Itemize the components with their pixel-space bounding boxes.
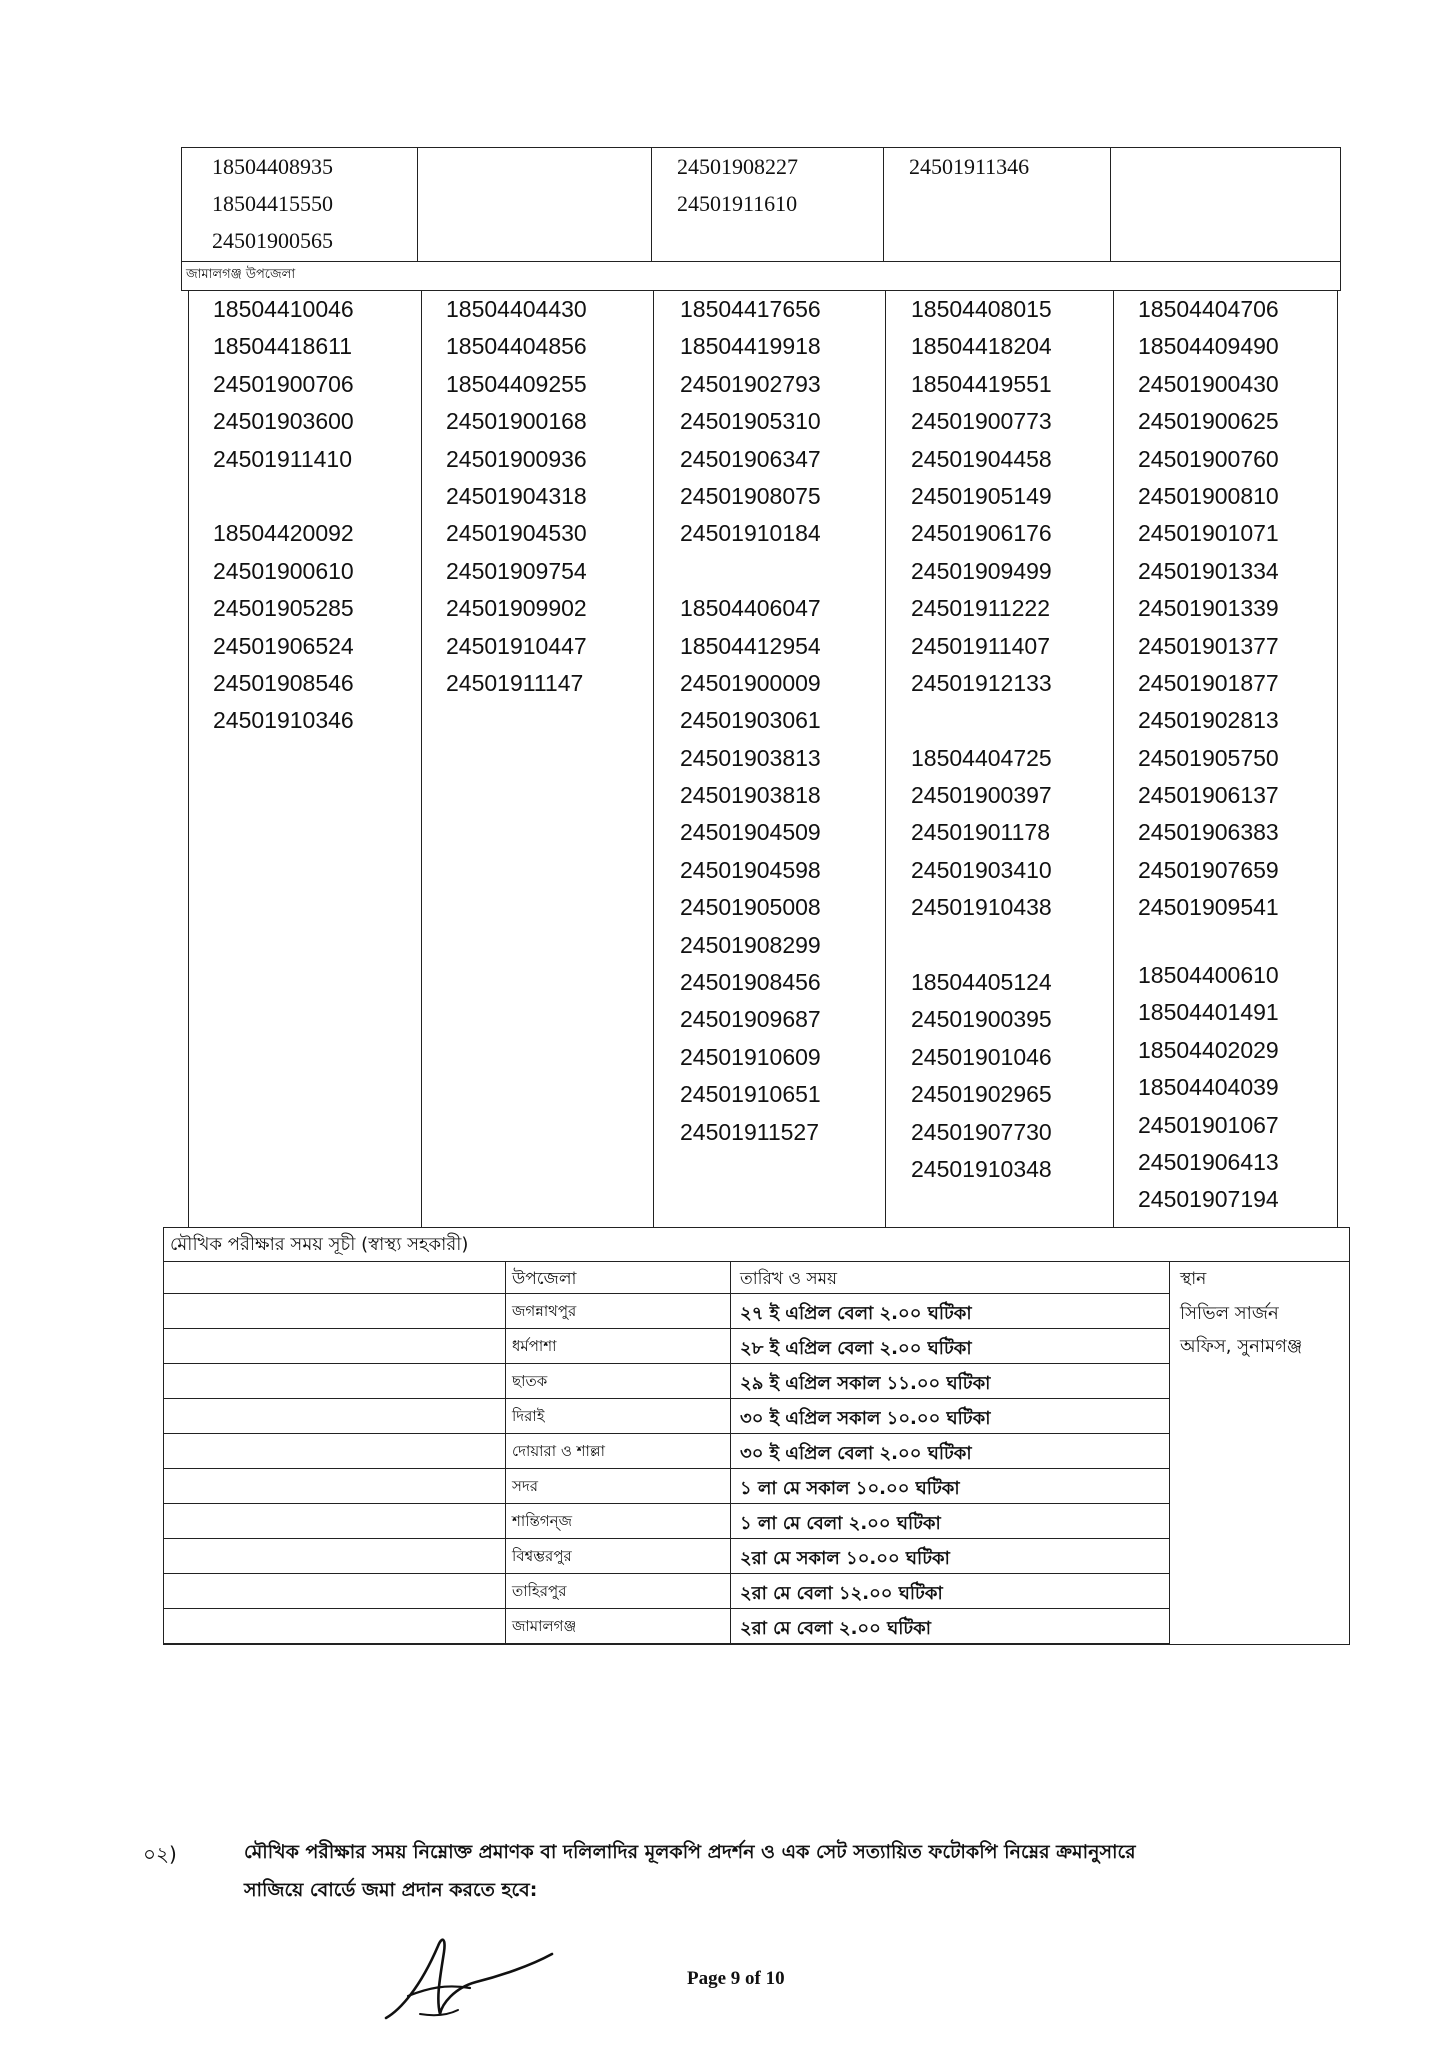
schedule-upazila: ধর্মপাশা	[512, 1337, 557, 1355]
schedule-row-divider	[163, 1608, 1169, 1609]
note-number: ০২)	[143, 1842, 177, 1866]
registration-number: 18504409255	[446, 370, 587, 397]
blank-line	[213, 478, 354, 515]
schedule-row-divider	[163, 1573, 1169, 1574]
registration-number: 24501911222	[911, 595, 1050, 622]
registration-number: 24501900610	[213, 557, 354, 584]
registration-number: 24501906383	[1138, 819, 1279, 846]
registration-number: 18504419551	[911, 370, 1052, 397]
jamalganj-col-4	[911, 291, 1052, 1188]
schedule-row-divider	[163, 1468, 1169, 1469]
jamalganj-col-5	[1138, 291, 1279, 927]
jamalganj-col-5b	[1138, 957, 1279, 1219]
registration-number: 18504400610	[1138, 962, 1279, 988]
registration-number: 18504417656	[680, 296, 821, 322]
schedule-upazila: বিশ্বম্ভরপুর	[512, 1547, 572, 1565]
registration-number: 24501910346	[213, 707, 354, 734]
registration-number: 18504419918	[680, 333, 821, 360]
jamalganj-heading-row	[181, 261, 1341, 291]
registration-number: 24501906347	[680, 445, 821, 472]
registration-number: 24501910447	[446, 632, 587, 659]
registration-number: 18504406047	[680, 595, 821, 622]
schedule-upazila: ছাতক	[512, 1372, 548, 1390]
registration-number: 24501900430	[1138, 370, 1279, 397]
registration-number: 18504404039	[1138, 1074, 1279, 1101]
registration-number: 24501902965	[911, 1081, 1052, 1108]
schedule-row-divider	[163, 1643, 1169, 1644]
schedule-datetime: ২রা মে সকাল ১০.০০ ঘটিকা	[740, 1548, 950, 1569]
registration-number: 24501901877	[1138, 669, 1279, 696]
schedule-datetime: ১ লা মে সকাল ১০.০০ ঘটিকা	[740, 1478, 960, 1499]
registration-number: 18504401491	[1138, 999, 1279, 1026]
registration-number: 18504418204	[911, 333, 1052, 360]
note-line-1: মৌখিক পরীক্ষার সময় নিম্নোক্ত প্রমাণক বা দলিলাদির মূলকপি প্রদর্শন ও এক সেট সত্যায়িত ফটোকপি নিম্নের ক্রমানুসারে	[244, 1841, 1136, 1863]
registration-number: 18504404856	[446, 333, 587, 360]
schedule-header-datetime: তারিখ ও সময়	[740, 1269, 838, 1289]
registration-number: 24501911346	[909, 154, 1030, 179]
schedule-datetime: ২রা মে বেলা ১২.০০ ঘটিকা	[740, 1583, 943, 1604]
registration-number: 24501909902	[446, 595, 587, 622]
registration-number: 24501900009	[680, 669, 821, 696]
signature	[380, 1918, 560, 2028]
jamalganj-col-3	[680, 291, 821, 1151]
blank-line	[911, 927, 1052, 964]
registration-number: 24501905750	[1138, 744, 1279, 771]
registration-number: 24501901339	[1138, 595, 1279, 622]
registration-number: 18504418611	[213, 333, 352, 360]
schedule-row-divider	[163, 1433, 1169, 1434]
registration-number: 24501901067	[1138, 1111, 1279, 1138]
schedule-row-divider	[163, 1398, 1169, 1399]
registration-number: 18504402029	[1138, 1036, 1279, 1063]
registration-number: 24501902793	[680, 370, 821, 397]
registration-number: 24501907194	[1138, 1186, 1279, 1213]
blank-line	[911, 702, 1052, 739]
registration-number: 18504404430	[446, 296, 587, 322]
jamalganj-col-1	[213, 291, 354, 740]
schedule-datetime: ৩০ ই এপ্রিল সকাল ১০.০০ ঘটিকা	[740, 1408, 991, 1429]
registration-number: 24501907659	[1138, 856, 1279, 883]
jamalganj-col-2	[446, 291, 587, 702]
note-line-2: সাজিয়ে বোর্ডে জমা প্রদান করতে হবে:	[244, 1879, 538, 1901]
registration-number: 24501900168	[446, 408, 587, 435]
registration-number: 24501900810	[1138, 482, 1279, 509]
registration-number: 24501902813	[1138, 707, 1279, 734]
registration-number: 24501905149	[911, 482, 1052, 509]
registration-number: 24501905310	[680, 408, 821, 435]
top-col-4	[909, 148, 1029, 185]
registration-number: 24501903061	[680, 707, 821, 734]
registration-number: 24501911410	[213, 445, 352, 472]
registration-number: 24501905008	[680, 894, 821, 921]
schedule-row-divider	[163, 1503, 1169, 1504]
registration-number: 24501909754	[446, 557, 587, 584]
schedule-upazila: দিরাই	[512, 1407, 545, 1425]
registration-number: 24501901071	[1138, 520, 1279, 547]
registration-number: 18504410046	[213, 296, 354, 322]
registration-number: 24501909687	[680, 1006, 821, 1033]
schedule-datetime: ২৮ ই এপ্রিল বেলা ২.০০ ঘটিকা	[740, 1338, 972, 1359]
registration-number: 18504412954	[680, 632, 821, 659]
top-col-1	[212, 148, 333, 259]
registration-number: 24501911407	[911, 632, 1050, 659]
schedule-row-divider	[163, 1328, 1169, 1329]
registration-number: 24501900395	[911, 1006, 1052, 1033]
registration-number: 24501901334	[1138, 557, 1279, 584]
registration-number: 24501910348	[911, 1155, 1052, 1182]
schedule-datetime: ৩০ ই এপ্রিল বেলা ২.০০ ঘটিকা	[740, 1443, 972, 1464]
schedule-datetime: ২৯ ই এপ্রিল সকাল ১১.০০ ঘটিকা	[740, 1373, 991, 1394]
schedule-upazila: জগন্নাথপুর	[512, 1302, 577, 1320]
schedule-place-line-2: অফিস, সুনামগঞ্জ	[1180, 1336, 1303, 1357]
schedule-title: মৌখিক পরীক্ষার সময় সূচী (স্বাস্থ্য সহকারী)	[170, 1234, 469, 1255]
registration-number: 24501909499	[911, 557, 1052, 584]
registration-number: 24501911147	[446, 669, 584, 696]
registration-number: 18504404706	[1138, 296, 1279, 322]
registration-number: 24501912133	[911, 669, 1052, 696]
schedule-place-line-1: সিভিল সার্জন	[1180, 1303, 1279, 1324]
registration-number: 24501904598	[680, 856, 821, 883]
page-number: Page 9 of 10	[687, 1968, 785, 1989]
registration-number: 24501901178	[911, 819, 1050, 846]
registration-number: 18504408015	[911, 296, 1052, 322]
schedule-upazila: জামালগঞ্জ	[512, 1617, 577, 1635]
registration-number: 24501908299	[680, 931, 821, 958]
registration-number: 24501910609	[680, 1043, 821, 1070]
registration-number: 24501900936	[446, 445, 587, 472]
registration-number: 18504404725	[911, 744, 1052, 771]
registration-number: 24501903600	[213, 408, 354, 435]
registration-number: 24501900773	[911, 408, 1052, 435]
registration-number: 24501906137	[1138, 782, 1279, 809]
registration-number: 18504420092	[213, 520, 354, 547]
registration-number: 24501906413	[1138, 1148, 1279, 1175]
registration-number: 24501905285	[213, 595, 354, 622]
registration-number: 24501903818	[680, 782, 821, 809]
registration-number: 24501900397	[911, 782, 1052, 809]
schedule-datetime: ২রা মে বেলা ২.০০ ঘটিকা	[740, 1618, 931, 1639]
registration-number: 24501906524	[213, 632, 354, 659]
schedule-row-divider	[163, 1363, 1169, 1364]
registration-number: 18504415550	[212, 191, 333, 216]
registration-number: 24501906176	[911, 520, 1052, 547]
schedule-header-place: স্থান	[1180, 1269, 1207, 1289]
registration-number: 24501900565	[212, 228, 333, 253]
registration-number: 24501908546	[213, 669, 354, 696]
registration-number: 18504408935	[212, 154, 333, 179]
schedule-header-upazila: উপজেলা	[512, 1269, 577, 1289]
registration-number: 18504409490	[1138, 333, 1279, 360]
registration-number: 24501903813	[680, 744, 821, 771]
registration-number: 24501910184	[680, 520, 821, 547]
registration-number: 24501900760	[1138, 445, 1279, 472]
registration-number: 24501908456	[680, 969, 821, 996]
schedule-upazila: শান্তিগন্জ	[512, 1512, 573, 1530]
schedule-row-divider	[163, 1538, 1169, 1539]
registration-number: 24501904509	[680, 819, 821, 846]
schedule-datetime: ২৭ ই এপ্রিল বেলা ২.০০ ঘটিকা	[740, 1303, 972, 1324]
registration-number: 24501900706	[213, 370, 354, 397]
registration-number: 24501901046	[911, 1043, 1052, 1070]
registration-number: 24501901377	[1138, 632, 1279, 659]
registration-number: 24501900625	[1138, 408, 1279, 435]
registration-number: 24501911610	[677, 191, 798, 216]
registration-number: 18504405124	[911, 969, 1052, 996]
schedule-upazila: তাহিরপুর	[512, 1582, 567, 1600]
registration-number: 24501907730	[911, 1118, 1052, 1145]
schedule-datetime: ১ লা মে বেলা ২.০০ ঘটিকা	[740, 1513, 941, 1534]
registration-number: 24501904458	[911, 445, 1052, 472]
registration-number: 24501903410	[911, 856, 1052, 883]
blank-line	[680, 553, 821, 590]
jamalganj-heading: জামালগঞ্জ উপজেলা	[186, 267, 296, 282]
schedule-upazila: সদর	[512, 1477, 539, 1495]
registration-number: 24501911527	[680, 1118, 819, 1145]
registration-number: 24501904530	[446, 520, 587, 547]
registration-number: 24501910651	[680, 1081, 821, 1108]
registration-number: 24501910438	[911, 894, 1052, 921]
top-col-3	[677, 148, 798, 222]
registration-number: 24501909541	[1138, 894, 1279, 921]
registration-number: 24501908227	[677, 154, 798, 179]
registration-number: 24501908075	[680, 482, 821, 509]
registration-number: 24501904318	[446, 482, 587, 509]
schedule-upazila: দোয়ারা ও শাল্লা	[512, 1442, 605, 1460]
